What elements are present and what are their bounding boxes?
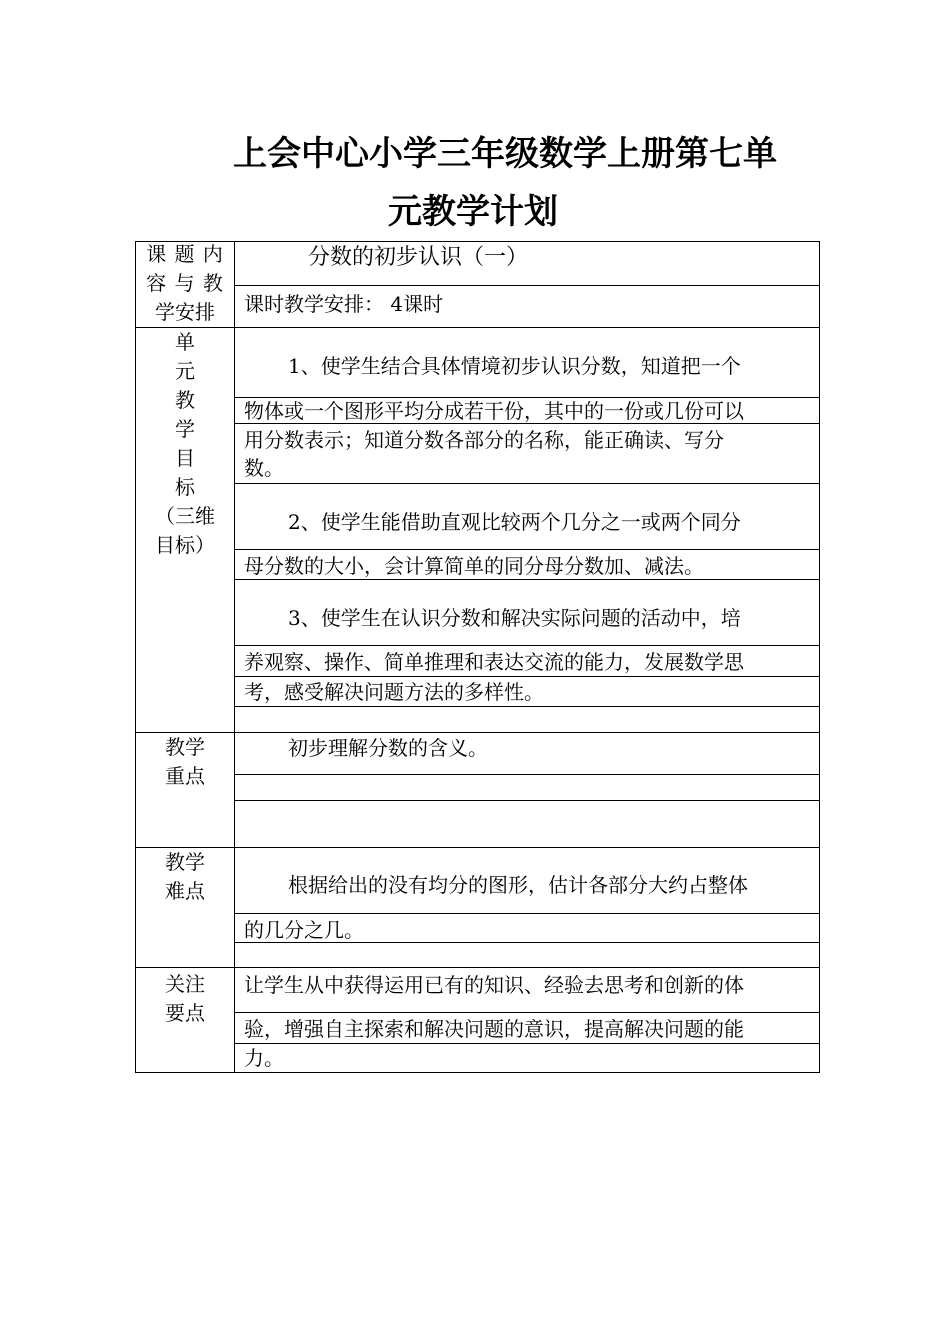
goal-1-line-1: 1、使学生结合具体情境初步认识分数，知道把一个 [288, 354, 741, 378]
label-topic: 课 题 内 容 与 教 学安排 [146, 242, 224, 324]
topic-title: 分数的初步认识（一） [308, 245, 529, 270]
goal-1-line-2: 物体或一个图形平均分成若干份，其中的一份或几份可以 [244, 399, 744, 423]
line-divider [234, 579, 820, 580]
schedule-text: 课时教学安排： 4课时 [244, 292, 444, 316]
line-divider [234, 942, 820, 943]
attention-line-2: 验，增强自主探索和解决问题的意识，提高解决问题的能 [244, 1017, 744, 1041]
column-divider [234, 241, 235, 1073]
row-divider [135, 967, 820, 968]
line-divider [234, 706, 820, 707]
page-title-line-1: 上会中心小学三年级数学上册第七单 [233, 134, 777, 174]
line-divider [234, 1012, 820, 1013]
goal-3-line-3: 考，感受解决问题方法的多样性。 [244, 680, 544, 704]
goal-1-line-4: 数。 [244, 456, 284, 480]
label-focus: 教学 重点 [165, 735, 205, 788]
line-divider [234, 1043, 820, 1044]
label-goals: 单 元 教 学 目 标 （三维 目标） [155, 330, 215, 557]
goal-2-line-1: 2、使学生能借助直观比较两个几分之一或两个同分 [288, 510, 741, 534]
line-divider [234, 483, 820, 484]
table-border-bottom [135, 1072, 820, 1073]
difficulty-line-2: 的几分之几。 [244, 918, 364, 942]
difficulty-line-1: 根据给出的没有均分的图形，估计各部分大约占整体 [288, 873, 748, 897]
row-divider [135, 847, 820, 848]
page-title-line-2: 元教学计划 [388, 192, 558, 232]
table-border-top [135, 241, 820, 242]
goal-3-line-1: 3、使学生在认识分数和解决实际问题的活动中，培 [288, 606, 741, 630]
label-difficulty: 教学 难点 [165, 850, 205, 903]
focus-text: 初步理解分数的含义。 [288, 736, 488, 760]
row-divider [135, 327, 820, 328]
row-divider [135, 732, 820, 733]
table-border-right [819, 241, 820, 1073]
line-divider [234, 549, 820, 550]
goal-3-line-2: 养观察、操作、简单推理和表达交流的能力，发展数学思 [244, 650, 744, 674]
line-divider [234, 285, 820, 286]
line-divider [234, 676, 820, 677]
line-divider [234, 774, 820, 775]
line-divider [234, 423, 820, 424]
attention-line-1: 让学生从中获得运用已有的知识、经验去思考和创新的体 [244, 973, 744, 997]
line-divider [234, 913, 820, 914]
line-divider [234, 800, 820, 801]
goal-2-line-2: 母分数的大小，会计算简单的同分母分数加、减法。 [244, 554, 704, 578]
attention-line-3: 力。 [244, 1046, 284, 1070]
line-divider [234, 645, 820, 646]
goal-1-line-3: 用分数表示；知道分数各部分的名称，能正确读、写分 [244, 428, 724, 452]
line-divider [234, 397, 820, 398]
label-attention: 关注 要点 [165, 972, 205, 1025]
